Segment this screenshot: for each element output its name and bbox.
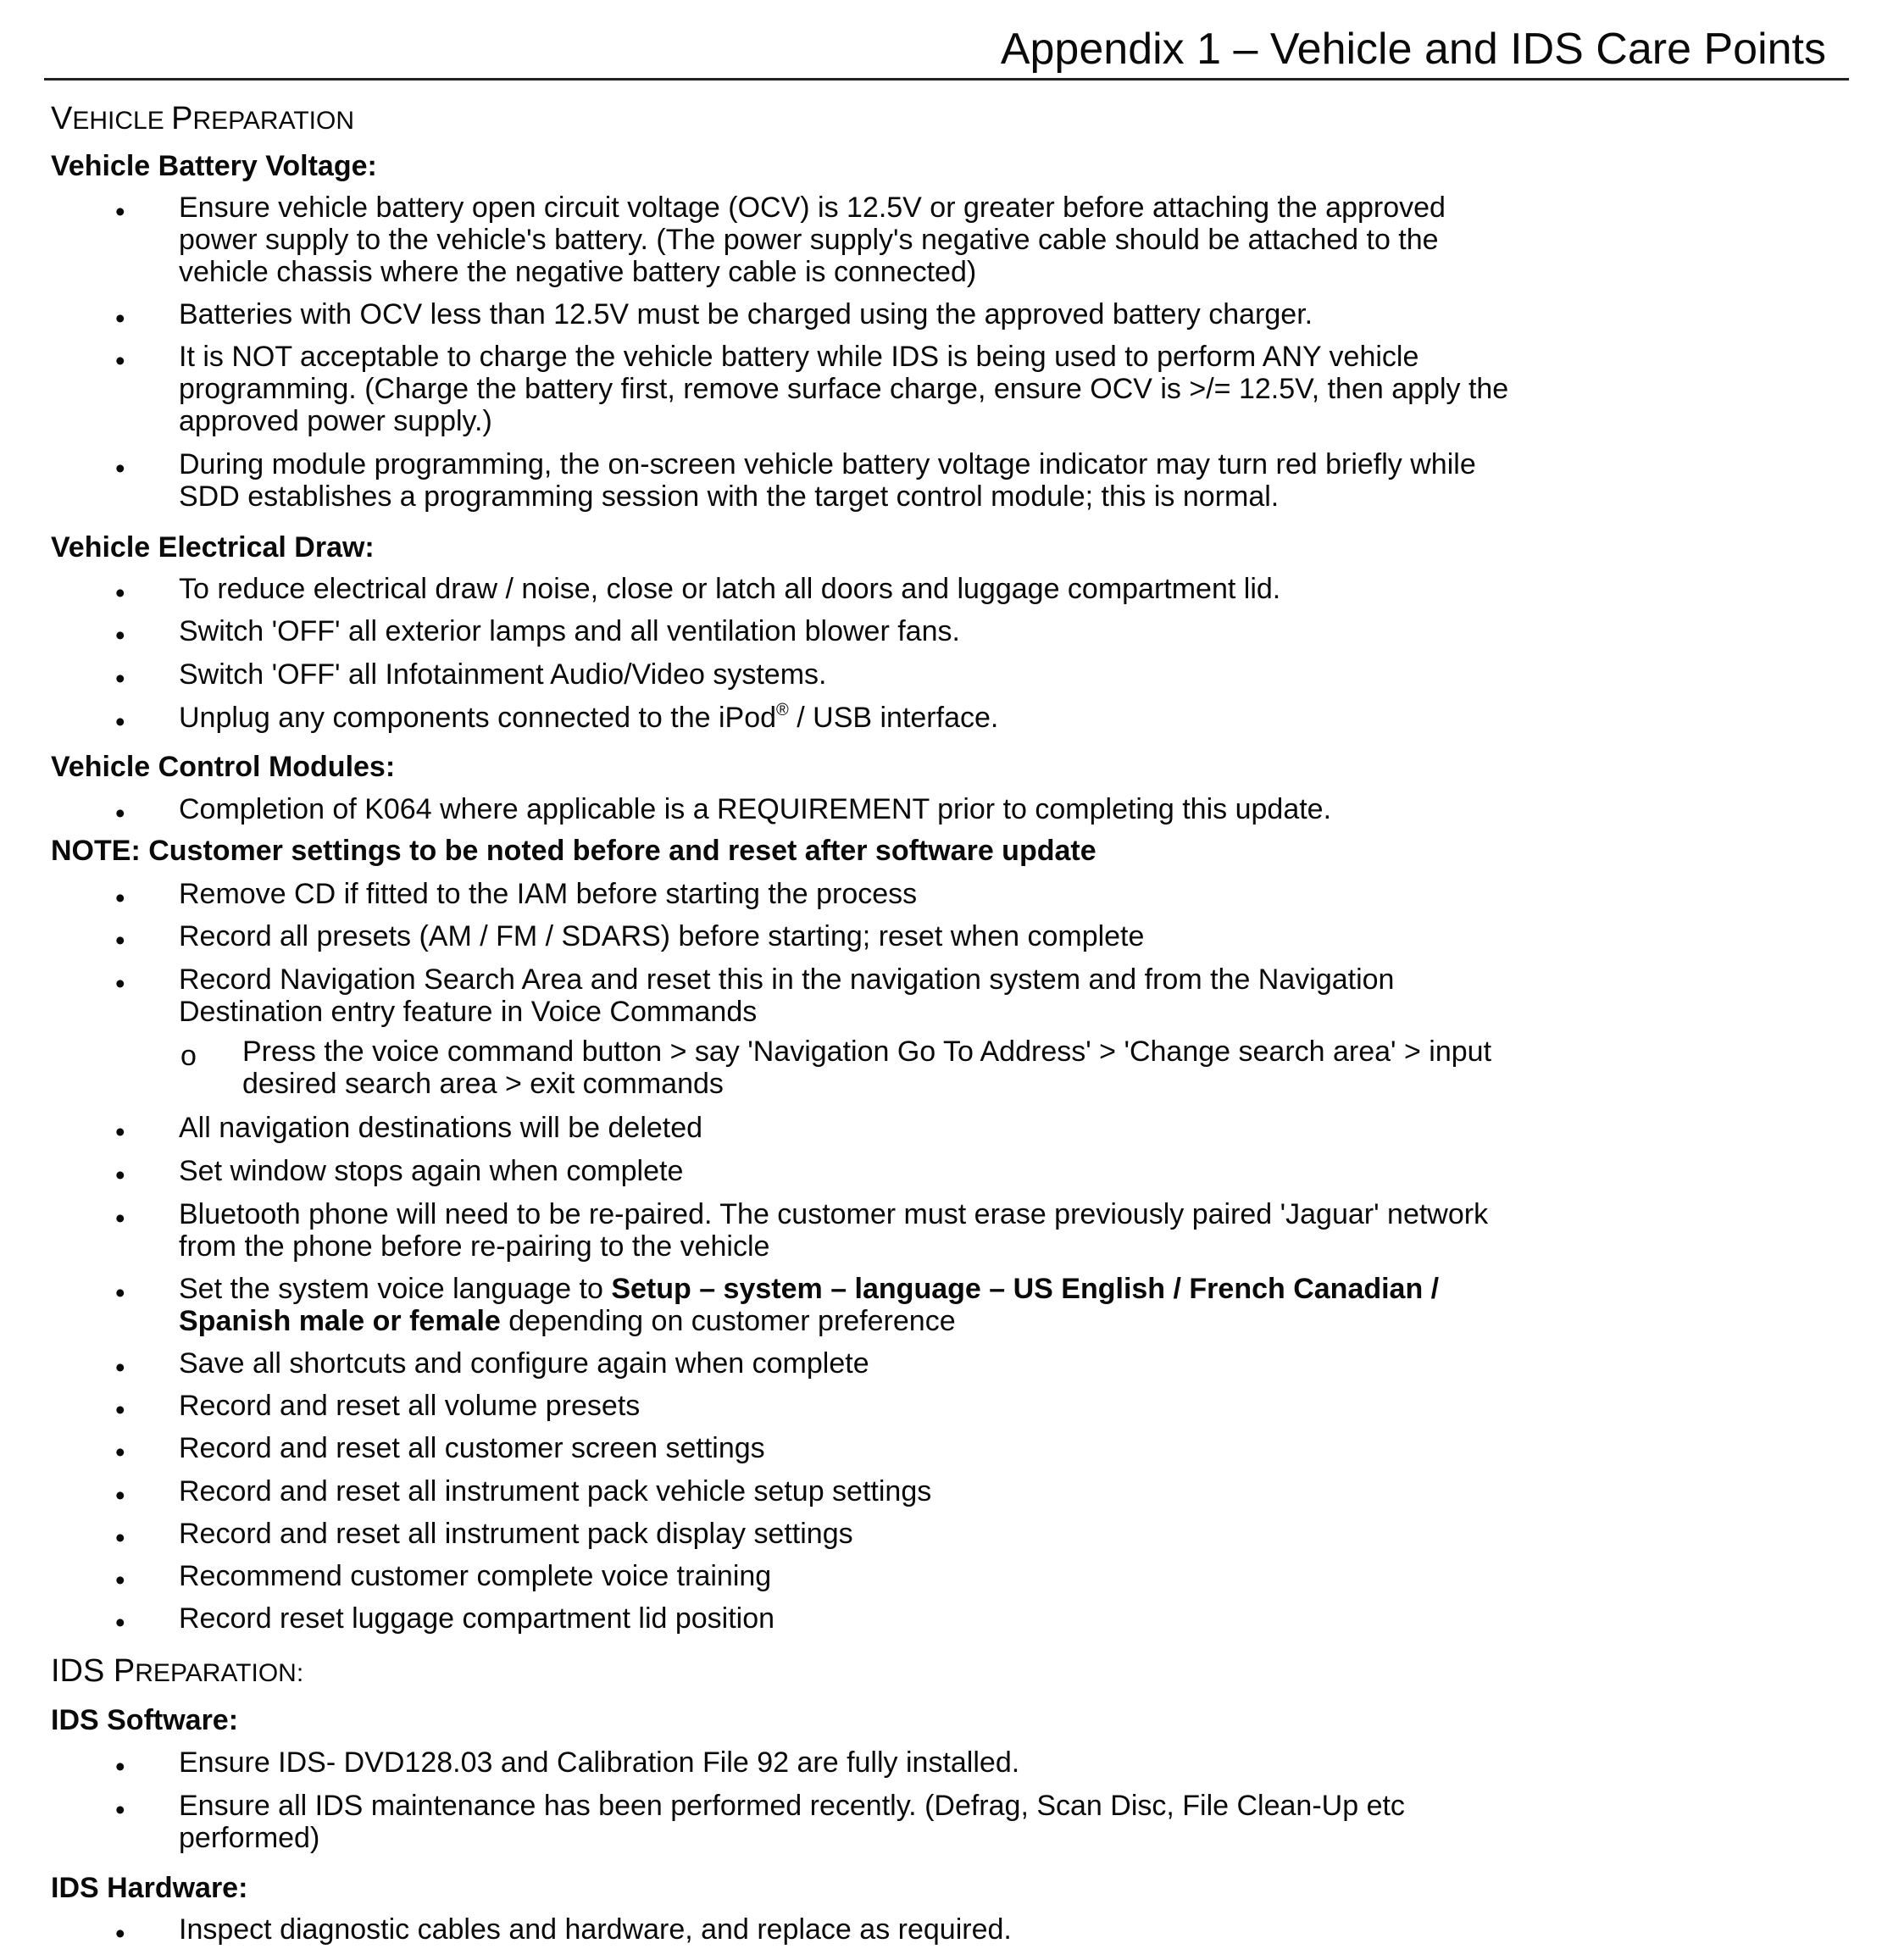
note-item: Bluetooth phone will need to be re-paired. The customer must erase previously paired 'Jaguar' network from the phone before re-pairing to the vehicle [179, 1198, 1489, 1263]
bullet-glyph: • [115, 1202, 125, 1234]
bullet-glyph: • [115, 1564, 125, 1596]
note-item: Save all shortcuts and configure again when complete [179, 1347, 869, 1380]
bullet-glyph: • [115, 1352, 125, 1383]
electrical-item-1: To reduce electrical draw / noise, close or latch all doors and luggage compartment lid. [179, 573, 1281, 605]
battery-voltage-heading: Vehicle Battery Voltage: [51, 150, 377, 182]
page-title: Appendix 1 – Vehicle and IDS Care Points [1000, 25, 1826, 74]
title-underline [44, 78, 1849, 81]
sub-bullet-glyph: o [180, 1040, 197, 1072]
bullet-glyph: • [115, 1751, 125, 1782]
ids-software-item: Ensure all IDS maintenance has been performed recently. (Defrag, Scan Disc, File Clean-Up etc performed) [179, 1790, 1405, 1854]
bullet-glyph: • [115, 1436, 125, 1468]
bullet-glyph: • [115, 453, 125, 484]
battery-item-2: Batteries with OCV less than 12.5V must be charged using the approved battery charger. [179, 298, 1313, 330]
note-item: Recommend customer complete voice training [179, 1560, 772, 1592]
bullet-glyph: • [115, 1794, 125, 1825]
bullet-glyph: • [115, 1394, 125, 1425]
note-item: Set window stops again when complete [179, 1155, 684, 1187]
note-item: Record and reset all instrument pack vehicle setup settings [179, 1475, 932, 1507]
note-item-voice-language: Set the system voice language to Setup – system – language – US English / French Canadian / Spanish male or female depending on customer preference [179, 1273, 1440, 1337]
ids-hardware-heading: IDS Hardware: [51, 1872, 248, 1904]
bullet-glyph: • [115, 1116, 125, 1147]
battery-item-3: It is NOT acceptable to charge the vehicle battery while IDS is being used to perform ANY vehicle programming. (Charge the battery first, remove surface charge, ensure OCV is >/= 12.5V, then apply the approved power supply.) [179, 341, 1509, 437]
bullet-glyph: • [115, 1607, 125, 1638]
control-modules-heading: Vehicle Control Modules: [51, 751, 396, 783]
note-item: Record Navigation Search Area and reset this in the navigation system and from the Navigation Destination entry feature in Voice Commands [179, 963, 1395, 1028]
note-item: Record and reset all volume presets [179, 1390, 641, 1422]
bullet-glyph: • [115, 882, 125, 913]
ids-hardware-item: Inspect diagnostic cables and hardware, and replace as required. [179, 1913, 1012, 1946]
note-item: Record all presets (AM / FM / SDARS) before starting; reset when complete [179, 920, 1145, 952]
note-sub-item: Press the voice command button > say 'Navigation Go To Address' > 'Change search area' > input desired search area > exit commands [242, 1036, 1492, 1100]
electrical-item-4: Unplug any components connected to the iPod® / USB interface. [179, 701, 999, 734]
electrical-draw-heading: Vehicle Electrical Draw: [51, 531, 375, 564]
electrical-item-2: Switch 'OFF' all exterior lamps and all ventilation blower fans. [179, 615, 960, 647]
bullet-glyph: • [115, 303, 125, 334]
note-item: Remove CD if fitted to the IAM before starting the process [179, 878, 918, 910]
registered-mark: ® [776, 701, 789, 719]
note-heading: NOTE: Customer settings to be noted before and reset after software update [51, 835, 1096, 867]
vehicle-preparation-heading: VEHICLE PREPARATION [51, 101, 355, 136]
bullet-glyph: • [115, 1277, 125, 1308]
bullet-glyph: • [115, 345, 125, 376]
bullet-glyph: • [115, 577, 125, 608]
electrical-item-3: Switch 'OFF' all Infotainment Audio/Video systems. [179, 658, 827, 691]
bullet-glyph: • [115, 1480, 125, 1511]
note-item: Record and reset all instrument pack display settings [179, 1518, 853, 1550]
battery-item-1: Ensure vehicle battery open circuit voltage (OCV) is 12.5V or greater before attaching the approved power supply to the vehicle's battery. (The power supply's negative cable should be attached to the vehicle chassis where the negative battery cable is connected) [179, 192, 1446, 288]
ids-software-heading: IDS Software: [51, 1704, 239, 1736]
ids-preparation-heading: IDS PREPARATION: [51, 1653, 304, 1689]
bullet-glyph: • [115, 1522, 125, 1553]
bullet-glyph: • [115, 706, 125, 737]
bullet-glyph: • [115, 619, 125, 651]
note-item: All navigation destinations will be deleted [179, 1112, 703, 1144]
bullet-glyph: • [115, 663, 125, 694]
bullet-glyph: • [115, 968, 125, 999]
bullet-glyph: • [115, 1159, 125, 1191]
bullet-glyph: • [115, 196, 125, 227]
bullet-glyph: • [115, 924, 125, 956]
battery-item-4: During module programming, the on-screen vehicle battery voltage indicator may turn red briefly while SDD establishes a programming session with the target control module; this is normal. [179, 448, 1476, 513]
bullet-glyph: • [115, 1918, 125, 1949]
ids-software-item: Ensure IDS- DVD128.03 and Calibration File 92 are fully installed. [179, 1746, 1020, 1779]
note-item: Record reset luggage compartment lid position [179, 1602, 775, 1635]
note-item: Record and reset all customer screen settings [179, 1432, 765, 1464]
bullet-glyph: • [115, 797, 125, 829]
control-modules-item-1: Completion of K064 where applicable is a REQUIREMENT prior to completing this update. [179, 793, 1332, 825]
